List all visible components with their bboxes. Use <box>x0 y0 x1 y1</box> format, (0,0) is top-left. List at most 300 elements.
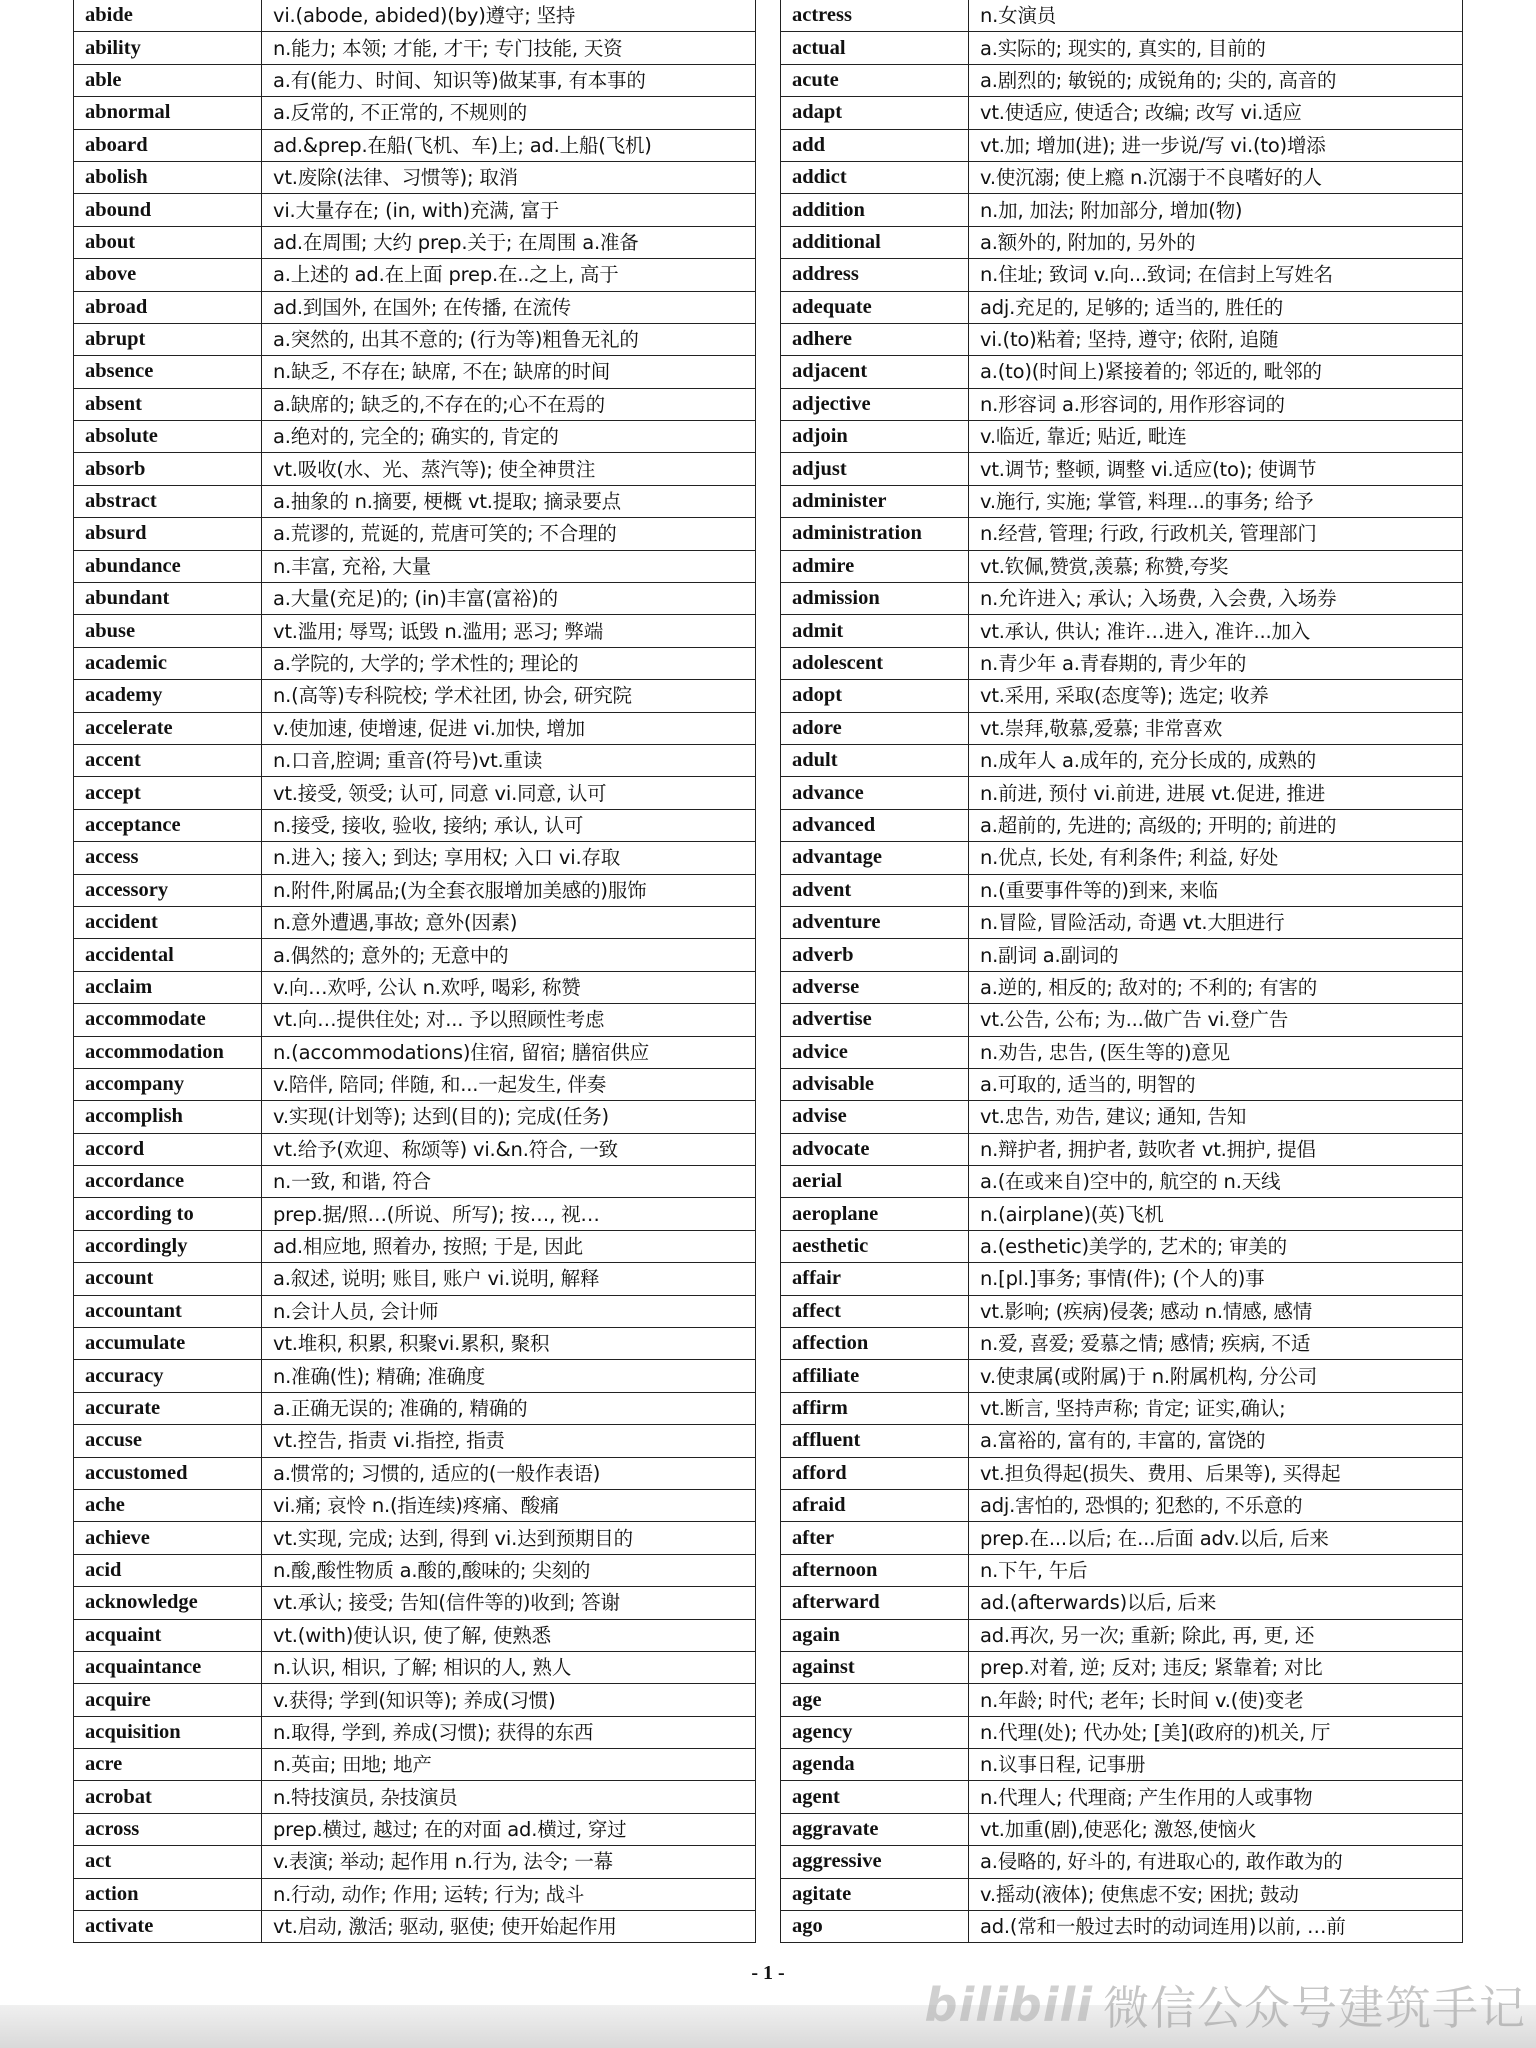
vocab-definition: v.表演; 举动; 起作用 n.行为, 法令; 一幕 <box>262 1846 756 1878</box>
vocab-word: adjust <box>781 453 969 485</box>
vocab-definition: vi.痛; 哀怜 n.(指连续)疼痛、酸痛 <box>262 1489 756 1521</box>
vocab-row <box>781 809 1463 841</box>
vocab-row <box>781 971 1463 1003</box>
vocab-word: advocate <box>781 1133 969 1165</box>
vocab-word: afraid <box>781 1489 969 1521</box>
vocab-definition: a.剧烈的; 敏锐的; 成锐角的; 尖的, 高音的 <box>969 64 1463 96</box>
vocab-definition: n.辩护者, 拥护者, 鼓吹者 vt.拥护, 提倡 <box>969 1133 1463 1165</box>
vocab-definition: ad.到国外, 在国外; 在传播, 在流传 <box>262 291 756 323</box>
vocab-definition: vt.启动, 激活; 驱动, 驱使; 使开始起作用 <box>262 1911 756 1943</box>
vocab-definition: v.施行, 实施; 掌管, 料理...的事务; 给予 <box>969 485 1463 517</box>
vocab-word: admit <box>781 615 969 647</box>
vocab-definition: vt.承认, 供认; 准许…进入, 准许...加入 <box>969 615 1463 647</box>
vocab-definition: a.侵略的, 好斗的, 有进取心的, 敢作敢为的 <box>969 1846 1463 1878</box>
vocab-row <box>74 1230 756 1262</box>
vocab-word: achieve <box>74 1522 262 1554</box>
vocab-word: act <box>74 1846 262 1878</box>
vocab-definition: a.(在或来自)空中的, 航空的 n.天线 <box>969 1166 1463 1198</box>
vocab-definition: adj.充足的, 足够的; 适当的, 胜任的 <box>969 291 1463 323</box>
vocab-definition: a.学院的, 大学的; 学术性的; 理论的 <box>262 647 756 679</box>
vocab-word: activate <box>74 1911 262 1943</box>
vocab-word: affiliate <box>781 1360 969 1392</box>
vocab-row <box>781 1619 1463 1651</box>
vocab-row <box>74 1749 756 1781</box>
vocab-row <box>74 1166 756 1198</box>
vocab-definition: a.额外的, 附加的, 另外的 <box>969 226 1463 258</box>
vocab-word: aggressive <box>781 1846 969 1878</box>
vocab-definition: n.(accommodations)住宿, 留宿; 膳宿供应 <box>262 1036 756 1068</box>
vocab-word: adult <box>781 744 969 776</box>
vocab-word: address <box>781 259 969 291</box>
vocab-row <box>74 1684 756 1716</box>
vocab-definition: a.缺席的; 缺乏的,不存在的;心不在焉的 <box>262 388 756 420</box>
vocab-row <box>74 583 756 615</box>
vocab-word: absent <box>74 388 262 420</box>
vocab-word: advent <box>781 874 969 906</box>
vocab-word: adopt <box>781 680 969 712</box>
vocab-row <box>781 1489 1463 1521</box>
vocab-row <box>781 194 1463 226</box>
vocab-definition: n.形容词 a.形容词的, 用作形容词的 <box>969 388 1463 420</box>
vocab-definition: n.优点, 长处, 有利条件; 利益, 好处 <box>969 842 1463 874</box>
vocab-word: aesthetic <box>781 1230 969 1262</box>
vocab-row <box>781 1749 1463 1781</box>
vocab-row <box>74 1846 756 1878</box>
vocab-row <box>74 1198 756 1230</box>
vocab-row <box>74 226 756 258</box>
vocab-definition: vt.承认; 接受; 告知(信件等的)收到; 答谢 <box>262 1587 756 1619</box>
vocab-word: acid <box>74 1554 262 1586</box>
vocab-definition: a.绝对的, 完全的; 确实的, 肯定的 <box>262 421 756 453</box>
vocab-row <box>781 1198 1463 1230</box>
vocab-word: agent <box>781 1781 969 1813</box>
vocab-row <box>74 323 756 355</box>
vocab-row <box>74 1911 756 1943</box>
vocab-row <box>74 971 756 1003</box>
vocab-definition: a.叙述, 说明; 账目, 账户 vi.说明, 解释 <box>262 1263 756 1295</box>
vocab-table-right-body <box>781 0 1463 1943</box>
vocab-row <box>74 1425 756 1457</box>
vocab-word: advantage <box>781 842 969 874</box>
vocab-word: adverb <box>781 939 969 971</box>
vocab-definition: vt.采用, 采取(态度等); 选定; 收养 <box>969 680 1463 712</box>
vocab-row <box>781 1813 1463 1845</box>
vocab-row <box>781 64 1463 96</box>
vocab-row <box>74 97 756 129</box>
vocab-definition: ad.&prep.在船(飞机、车)上; ad.上船(飞机) <box>262 129 756 161</box>
vocab-definition: n.劝告, 忠告, (医生等的)意见 <box>969 1036 1463 1068</box>
vocab-word: accommodation <box>74 1036 262 1068</box>
vocab-definition: n.准确(性); 精确; 准确度 <box>262 1360 756 1392</box>
vocab-row <box>74 680 756 712</box>
vocab-word: acquaint <box>74 1619 262 1651</box>
vocab-row <box>781 1651 1463 1683</box>
vocab-row <box>781 777 1463 809</box>
vocab-definition: v.获得; 学到(知识等); 养成(习惯) <box>262 1684 756 1716</box>
vocab-word: add <box>781 129 969 161</box>
vocab-word: agenda <box>781 1749 969 1781</box>
vocab-definition: a.反常的, 不正常的, 不规则的 <box>262 97 756 129</box>
vocab-row <box>74 1651 756 1683</box>
vocab-row <box>74 1554 756 1586</box>
vocab-row <box>74 1392 756 1424</box>
vocab-word: accordance <box>74 1166 262 1198</box>
vocab-row <box>781 388 1463 420</box>
vocab-word: affection <box>781 1328 969 1360</box>
vocab-definition: n.取得, 学到, 养成(习惯); 获得的东西 <box>262 1716 756 1748</box>
vocab-row <box>781 842 1463 874</box>
vocab-definition: ad.相应地, 照着办, 按照; 于是, 因此 <box>262 1230 756 1262</box>
vocab-definition: a.逆的, 相反的; 敌对的; 不利的; 有害的 <box>969 971 1463 1003</box>
vocab-word: advisable <box>781 1068 969 1100</box>
vocab-row <box>74 194 756 226</box>
vocab-row <box>781 1101 1463 1133</box>
vocab-definition: n.缺乏, 不存在; 缺席, 不在; 缺席的时间 <box>262 356 756 388</box>
vocab-row <box>74 388 756 420</box>
vocab-word: accompany <box>74 1068 262 1100</box>
vocab-row <box>74 129 756 161</box>
vocab-definition: n.下午, 午后 <box>969 1554 1463 1586</box>
vocab-definition: v.使沉溺; 使上瘾 n.沉溺于不良嗜好的人 <box>969 161 1463 193</box>
vocab-word: access <box>74 842 262 874</box>
vocab-definition: n.议事日程, 记事册 <box>969 1749 1463 1781</box>
vocab-word: abuse <box>74 615 262 647</box>
vocab-definition: v.实现(计划等); 达到(目的); 完成(任务) <box>262 1101 756 1133</box>
vocab-definition: n.特技演员, 杂技演员 <box>262 1781 756 1813</box>
vocab-word: affair <box>781 1263 969 1295</box>
vocab-word: actual <box>781 32 969 64</box>
vocab-definition: ad.(常和一般过去时的动词连用)以前, …前 <box>969 1911 1463 1943</box>
vocab-row <box>781 1911 1463 1943</box>
vocab-word: academy <box>74 680 262 712</box>
vocab-row <box>74 1813 756 1845</box>
vocab-row <box>781 583 1463 615</box>
vocab-definition: n.(airplane)(英)飞机 <box>969 1198 1463 1230</box>
vocab-definition: prep.据/照…(所说、所写); 按…, 视… <box>262 1198 756 1230</box>
vocab-word: absurd <box>74 518 262 550</box>
vocab-definition: a.抽象的 n.摘要, 梗概 vt.提取; 摘录要点 <box>262 485 756 517</box>
vocab-word: agency <box>781 1716 969 1748</box>
vocab-word: advertise <box>781 1004 969 1036</box>
vocab-definition: vt.影响; (疾病)侵袭; 感动 n.情感, 感情 <box>969 1295 1463 1327</box>
vocab-row <box>74 712 756 744</box>
vocab-row <box>74 32 756 64</box>
vocab-definition: n.口音,腔调; 重音(符号)vt.重读 <box>262 744 756 776</box>
vocab-word: academic <box>74 647 262 679</box>
vocab-row <box>781 1166 1463 1198</box>
vocab-definition: vt.忠告, 劝告, 建议; 通知, 告知 <box>969 1101 1463 1133</box>
vocab-word: abide <box>74 0 262 32</box>
vocab-row <box>781 1392 1463 1424</box>
vocab-definition: a.(esthetic)美学的, 艺术的; 审美的 <box>969 1230 1463 1262</box>
vocab-row <box>781 32 1463 64</box>
vocab-row <box>74 777 756 809</box>
vocab-word: advise <box>781 1101 969 1133</box>
vocab-definition: n.接受, 接收, 验收, 接纳; 承认, 认可 <box>262 809 756 841</box>
vocab-definition: vt.钦佩,赞赏,羡慕; 称赞,夸奖 <box>969 550 1463 582</box>
vocab-word: acknowledge <box>74 1587 262 1619</box>
vocab-row <box>781 1846 1463 1878</box>
vocab-word: acquaintance <box>74 1651 262 1683</box>
vocab-word: accessory <box>74 874 262 906</box>
vocab-definition: n.加, 加法; 附加部分, 增加(物) <box>969 194 1463 226</box>
vocab-definition: n.意外遭遇,事故; 意外(因素) <box>262 906 756 938</box>
vocab-row <box>781 1036 1463 1068</box>
bilibili-logo: bilibili <box>924 1978 1093 2032</box>
vocab-definition: n.英亩; 田地; 地产 <box>262 1749 756 1781</box>
vocab-word: accordingly <box>74 1230 262 1262</box>
vocab-row <box>781 1004 1463 1036</box>
vocab-definition: n.前进, 预付 vi.前进, 进展 vt.促进, 推进 <box>969 777 1463 809</box>
vocab-row <box>74 1328 756 1360</box>
vocab-word: after <box>781 1522 969 1554</box>
vocab-definition: adj.害怕的, 恐惧的; 犯愁的, 不乐意的 <box>969 1489 1463 1521</box>
vocab-word: afternoon <box>781 1554 969 1586</box>
vocab-word: administer <box>781 485 969 517</box>
vocab-row <box>781 161 1463 193</box>
vocab-definition: n.青少年 a.青春期的, 青少年的 <box>969 647 1463 679</box>
vocab-definition: vt.废除(法律、习惯等); 取消 <box>262 161 756 193</box>
vocab-row <box>74 1295 756 1327</box>
vocab-definition: n.一致, 和谐, 符合 <box>262 1166 756 1198</box>
vocab-row <box>781 615 1463 647</box>
vocab-word: accumulate <box>74 1328 262 1360</box>
vocab-row <box>781 226 1463 258</box>
vocab-word: abundant <box>74 583 262 615</box>
vocab-row <box>781 680 1463 712</box>
vocab-definition: vi.(abode, abided)(by)遵守; 坚持 <box>262 0 756 32</box>
vocab-word: adverse <box>781 971 969 1003</box>
vocab-definition: vt.向…提供住处; 对... 予以照顾性考虑 <box>262 1004 756 1036</box>
vocab-row <box>74 939 756 971</box>
vocab-definition: v.使加速, 使增速, 促进 vi.加快, 增加 <box>262 712 756 744</box>
vocab-definition: a.正确无误的; 准确的, 精确的 <box>262 1392 756 1424</box>
vocab-row <box>74 1360 756 1392</box>
vocab-row <box>781 1522 1463 1554</box>
vocab-word: adhere <box>781 323 969 355</box>
vocab-row <box>74 518 756 550</box>
vocab-table-right <box>780 0 1463 1943</box>
vocab-row <box>781 291 1463 323</box>
vocab-row <box>781 744 1463 776</box>
vocab-row <box>781 323 1463 355</box>
vocab-word: against <box>781 1651 969 1683</box>
vocab-row <box>781 647 1463 679</box>
vocab-row <box>781 1457 1463 1489</box>
vocab-definition: n.冒险, 冒险活动, 奇遇 vt.大胆进行 <box>969 906 1463 938</box>
vocab-word: actress <box>781 0 969 32</box>
vocab-row <box>74 453 756 485</box>
vocab-row <box>781 939 1463 971</box>
vocab-row <box>781 1328 1463 1360</box>
vocab-definition: v.向…欢呼, 公认 n.欢呼, 喝彩, 称赞 <box>262 971 756 1003</box>
vocab-definition: n.代理人; 代理商; 产生作用的人或事物 <box>969 1781 1463 1813</box>
vocab-definition: a.富裕的, 富有的, 丰富的, 富饶的 <box>969 1425 1463 1457</box>
vocab-row <box>781 485 1463 517</box>
vocab-word: accord <box>74 1133 262 1165</box>
vocab-definition: n.(重要事件等的)到来, 来临 <box>969 874 1463 906</box>
vocab-row <box>781 1360 1463 1392</box>
vocab-definition: vt.调节; 整顿, 调整 vi.适应(to); 使调节 <box>969 453 1463 485</box>
vocab-word: aggravate <box>781 1813 969 1845</box>
vocab-word: additional <box>781 226 969 258</box>
vocab-definition: vt.接受, 领受; 认可, 同意 vi.同意, 认可 <box>262 777 756 809</box>
vocab-row <box>781 1878 1463 1910</box>
vocab-definition: n.会计人员, 会计师 <box>262 1295 756 1327</box>
vocab-definition: vi.大量存在; (in, with)充满, 富于 <box>262 194 756 226</box>
vocab-row <box>781 874 1463 906</box>
vocab-row <box>781 1781 1463 1813</box>
vocab-row <box>74 291 756 323</box>
vocab-word: accidental <box>74 939 262 971</box>
vocab-word: afford <box>781 1457 969 1489</box>
vocab-definition: n.(高等)专科院校; 学术社团, 协会, 研究院 <box>262 680 756 712</box>
vocab-row <box>74 0 756 32</box>
vocab-definition: a.突然的, 出其不意的; (行为等)粗鲁无礼的 <box>262 323 756 355</box>
vocab-definition: ad.再次, 另一次; 重新; 除此, 再, 更, 还 <box>969 1619 1463 1651</box>
vocab-definition: a.有(能力、时间、知识等)做某事, 有本事的 <box>262 64 756 96</box>
vocab-row <box>74 1489 756 1521</box>
page-number: - 1 - <box>751 1962 785 1984</box>
vocab-row <box>781 1295 1463 1327</box>
vocab-definition: a.惯常的; 习惯的, 适应的(一般作表语) <box>262 1457 756 1489</box>
vocab-word: abound <box>74 194 262 226</box>
vocab-definition: n.丰富, 充裕, 大量 <box>262 550 756 582</box>
vocab-word: adore <box>781 712 969 744</box>
vocab-definition: vt.使适应, 使适合; 改编; 改写 vi.适应 <box>969 97 1463 129</box>
vocab-row <box>781 906 1463 938</box>
vocab-word: according to <box>74 1198 262 1230</box>
vocab-row <box>781 1263 1463 1295</box>
vocab-row <box>74 874 756 906</box>
vocab-definition: vt.实现, 完成; 达到, 得到 vi.达到预期目的 <box>262 1522 756 1554</box>
vocab-row <box>74 1716 756 1748</box>
vocab-word: adolescent <box>781 647 969 679</box>
vocab-definition: n.能力; 本领; 才能, 才干; 专门技能, 天资 <box>262 32 756 64</box>
vocab-row <box>781 1133 1463 1165</box>
vocab-word: accent <box>74 744 262 776</box>
vocab-row <box>74 64 756 96</box>
vocab-definition: vt.担负得起(损失、费用、后果等), 买得起 <box>969 1457 1463 1489</box>
vocab-definition: n.允许进入; 承认; 入场费, 入会费, 入场券 <box>969 583 1463 615</box>
vocab-row <box>781 1425 1463 1457</box>
vocab-word: about <box>74 226 262 258</box>
vocab-word: ache <box>74 1489 262 1521</box>
vocab-word: accept <box>74 777 262 809</box>
vocab-word: able <box>74 64 262 96</box>
vocab-word: accountant <box>74 1295 262 1327</box>
vocab-word: adequate <box>781 291 969 323</box>
vocab-definition: n.女演员 <box>969 0 1463 32</box>
vocab-word: adjacent <box>781 356 969 388</box>
vocab-row <box>781 0 1463 32</box>
vocab-definition: prep.在...以后; 在...后面 adv.以后, 后来 <box>969 1522 1463 1554</box>
vocab-definition: v.使隶属(或附属)于 n.附属机构, 分公司 <box>969 1360 1463 1392</box>
vocab-word: acquire <box>74 1684 262 1716</box>
vocab-word: affect <box>781 1295 969 1327</box>
vocab-row <box>781 259 1463 291</box>
vocab-definition: n.[pl.]事务; 事情(件); (个人的)事 <box>969 1263 1463 1295</box>
vocab-row <box>781 518 1463 550</box>
vocab-definition: a.荒谬的, 荒诞的, 荒唐可笑的; 不合理的 <box>262 518 756 550</box>
vocab-definition: n.副词 a.副词的 <box>969 939 1463 971</box>
vocab-row <box>74 421 756 453</box>
watermark <box>925 1972 1526 2038</box>
vocab-row <box>781 97 1463 129</box>
vocab-definition: prep.对着, 逆; 反对; 违反; 紧靠着; 对比 <box>969 1651 1463 1683</box>
vocab-definition: vt.滥用; 辱骂; 诋毁 n.滥用; 恶习; 弊端 <box>262 615 756 647</box>
vocab-word: adjective <box>781 388 969 420</box>
vocab-row <box>781 129 1463 161</box>
vocab-word: advance <box>781 777 969 809</box>
vocab-row <box>74 1133 756 1165</box>
vocab-row <box>781 1716 1463 1748</box>
vocab-row <box>74 550 756 582</box>
vocab-row <box>781 1068 1463 1100</box>
vocab-row <box>74 1004 756 1036</box>
vocab-word: administration <box>781 518 969 550</box>
vocab-row <box>74 1878 756 1910</box>
vocab-definition: n.进入; 接入; 到达; 享用权; 入口 vi.存取 <box>262 842 756 874</box>
vocab-row <box>781 1684 1463 1716</box>
vocab-row <box>74 1036 756 1068</box>
vocab-word: acceptance <box>74 809 262 841</box>
vocab-word: acrobat <box>74 1781 262 1813</box>
vocab-definition: vt.加重(剧),使恶化; 激怒,使恼火 <box>969 1813 1463 1845</box>
vocab-row <box>781 712 1463 744</box>
vocab-definition: vt.(with)使认识, 使了解, 使熟悉 <box>262 1619 756 1651</box>
vocab-word: absolute <box>74 421 262 453</box>
vocab-word: accurate <box>74 1392 262 1424</box>
vocab-word: advanced <box>781 809 969 841</box>
vocab-row <box>781 1230 1463 1262</box>
vocab-word: accustomed <box>74 1457 262 1489</box>
vocab-row <box>74 615 756 647</box>
vocab-row <box>74 1619 756 1651</box>
vocab-definition: vt.给予(欢迎、称颂等) vi.&n.符合, 一致 <box>262 1133 756 1165</box>
vocab-row <box>74 809 756 841</box>
vocab-definition: n.成年人 a.成年的, 充分长成的, 成熟的 <box>969 744 1463 776</box>
vocab-word: abundance <box>74 550 262 582</box>
vocab-word: adapt <box>781 97 969 129</box>
vocab-row <box>74 485 756 517</box>
vocab-definition: ad.在周围; 大约 prep.关于; 在周围 a.准备 <box>262 226 756 258</box>
vocab-definition: a.偶然的; 意外的; 无意中的 <box>262 939 756 971</box>
vocab-word: abnormal <box>74 97 262 129</box>
vocab-definition: v.临近, 靠近; 贴近, 毗连 <box>969 421 1463 453</box>
vocab-row <box>74 1522 756 1554</box>
vocab-definition: a.(to)(时间上)紧接着的; 邻近的, 毗邻的 <box>969 356 1463 388</box>
vocab-word: accident <box>74 906 262 938</box>
vocab-word: accuracy <box>74 1360 262 1392</box>
vocab-word: absorb <box>74 453 262 485</box>
vocab-word: addition <box>781 194 969 226</box>
vocab-word: afterward <box>781 1587 969 1619</box>
vocab-definition: vt.加; 增加(进); 进一步说/写 vi.(to)增添 <box>969 129 1463 161</box>
vocab-definition: vt.控告, 指责 vi.指控, 指责 <box>262 1425 756 1457</box>
vocab-definition: prep.横过, 越过; 在的对面 ad.横过, 穿过 <box>262 1813 756 1845</box>
vocab-word: aeroplane <box>781 1198 969 1230</box>
vocab-word: again <box>781 1619 969 1651</box>
vocab-word: adventure <box>781 906 969 938</box>
vocab-definition: n.经营, 管理; 行政, 行政机关, 管理部门 <box>969 518 1463 550</box>
vocab-definition: n.认识, 相识, 了解; 相识的人, 熟人 <box>262 1651 756 1683</box>
vocab-definition: a.可取的, 适当的, 明智的 <box>969 1068 1463 1100</box>
watermark-text: 微信公众号建筑手记 <box>1103 1981 1526 2035</box>
vocab-table-left <box>73 0 756 1943</box>
vocab-word: above <box>74 259 262 291</box>
vocab-row <box>74 259 756 291</box>
